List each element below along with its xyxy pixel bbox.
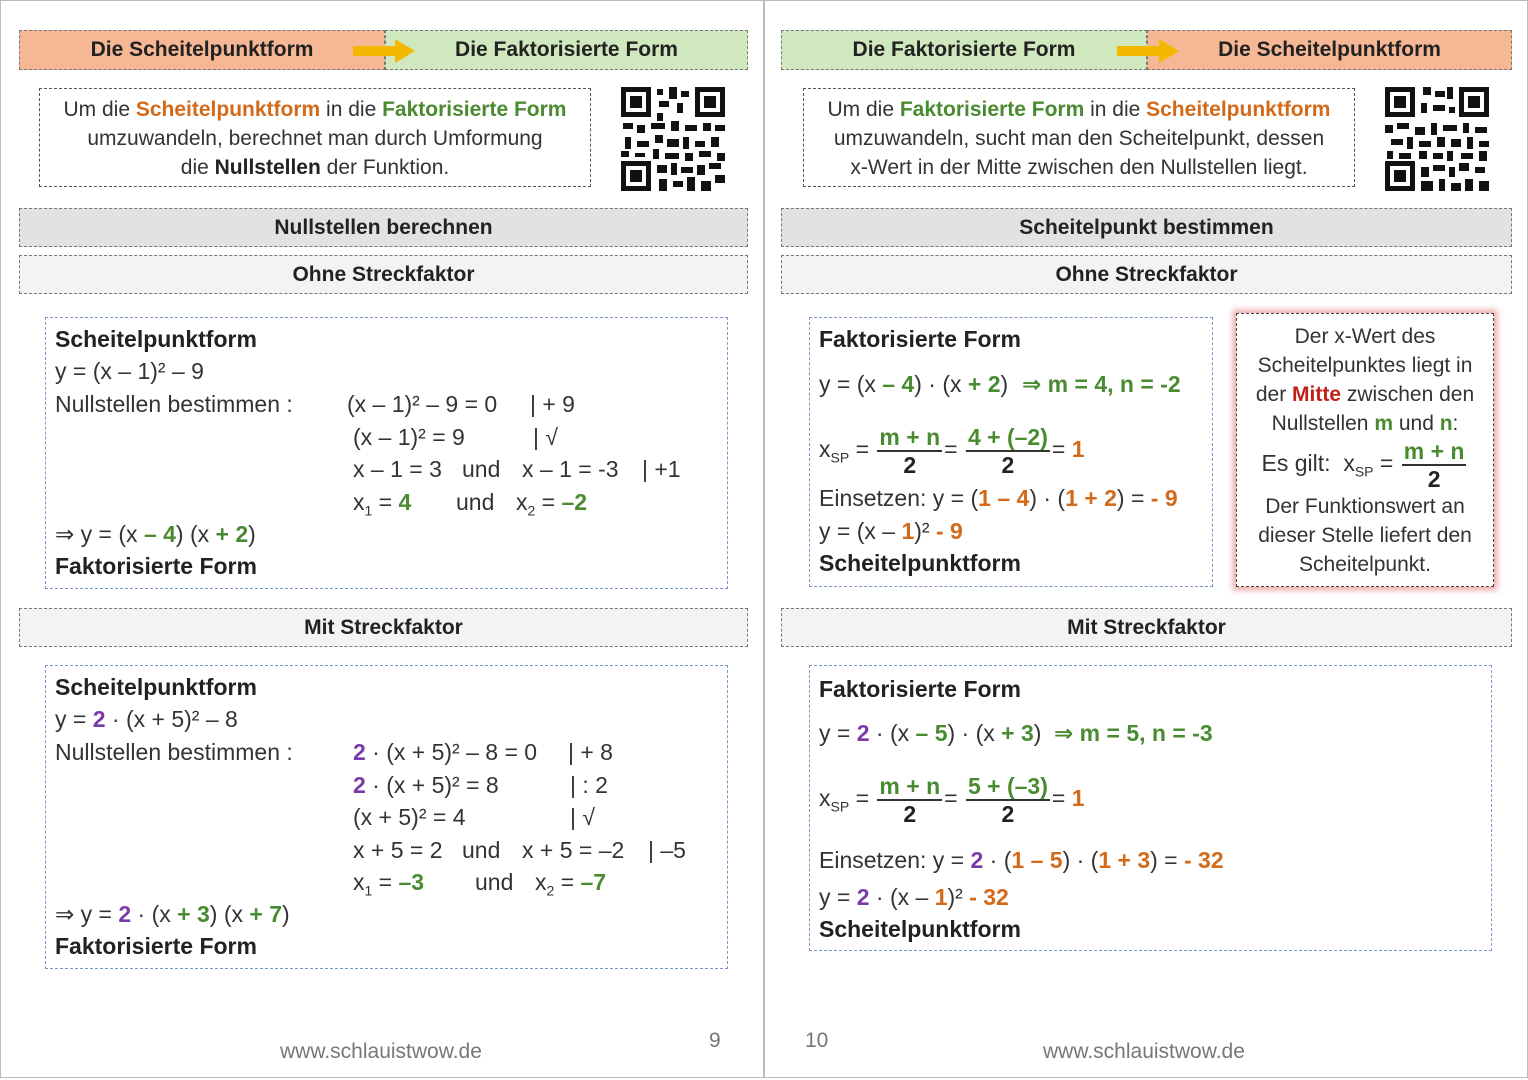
hint-box (1236, 313, 1494, 587)
step-und: und (456, 489, 495, 515)
hint-line: der Mitte zwischen den (1255, 383, 1475, 406)
hint-line: dieser Stelle liefert den (1258, 524, 1472, 547)
intro-text: Um die Faktorisierte Form in die Scheitelpunktform umzuwandeln, sucht man den Scheitelpunkt, dessen x-Wert in der Mitte zwischen den Nullstellen liegt. (803, 88, 1355, 187)
header-right-label: Die Faktorisierte Form (455, 38, 678, 61)
equation: y = 2 · (x + 5)² – 8 (55, 706, 238, 732)
step-op: | + 9 (530, 391, 575, 417)
step-row: 2 · (x + 5)² = 8 (353, 772, 499, 798)
m-n-values: ⇒ m = 5, n = -3 (1054, 720, 1213, 746)
root-x1: $x_1 = -3$ (353, 869, 425, 899)
hint-line: Der x-Wert des (1294, 325, 1436, 348)
step-row: x + 5 = –2 (522, 837, 625, 863)
term-faktorisierte-form: Faktorisierte Form (382, 98, 567, 121)
root-x1: $x_1 = 4$ (353, 489, 412, 519)
header-right-label: Die Scheitelpunktform (1218, 38, 1441, 61)
header-left-label: Die Scheitelpunktform (90, 38, 314, 61)
step-row: (x – 1)² – 9 = 0 (347, 391, 498, 417)
subsection-ohne (781, 255, 1512, 294)
section-title (781, 208, 1512, 247)
hint-line: Scheitelpunktes liegt in (1257, 354, 1473, 377)
step-row: (x + 5)² = 4 (353, 804, 466, 830)
example-box-mit (809, 665, 1492, 951)
result-equation: ⇒ y = 2 · (x + 3) (x + 7) (55, 901, 290, 927)
vertex-form: y = 2 · (x – 1)² - 32 (819, 884, 1009, 910)
root-x2: $x_2 = -2$ (516, 489, 588, 519)
step-row: x – 1 = -3 (522, 456, 619, 482)
subsection-ohne-label: Ohne Streckfaktor (292, 262, 475, 286)
example-box-ohne (809, 317, 1213, 587)
root-x2: $x_2 = -7$ (535, 869, 607, 899)
box-title: Faktorisierte Form (819, 326, 1021, 352)
step-row: (x – 1)² = 9 (353, 424, 465, 450)
vertex-x-formula: $x_{SP}$ = $\frac{m + n}{2}$ = $\frac{5 + (-3)}{2}$ = 1 (819, 773, 1085, 827)
header-left (19, 30, 385, 70)
subsection-ohne (19, 255, 748, 294)
arrow-right-icon (353, 39, 417, 63)
page-10 (764, 0, 1528, 1078)
section-title (19, 208, 748, 247)
step-row: x – 1 = 3 (353, 456, 442, 482)
box-footer: Faktorisierte Form (55, 553, 257, 579)
intro-text: Um die Scheitelpunktform in die Faktorisierte Form umzuwandeln, berechnet man durch Umformung die Nullstellen der Funktion. (39, 88, 591, 187)
step-op: | –5 (648, 837, 686, 863)
step-op: | : 2 (570, 772, 608, 798)
result-equation: ⇒ y = (x – 4) (x + 2) (55, 521, 256, 547)
header-right (385, 30, 748, 70)
example-box-ohne (45, 317, 728, 589)
substitution: Einsetzen: y = (1 – 4) · (1 + 2) = - 9 (819, 485, 1178, 511)
step-op: | √ (533, 424, 558, 450)
subsection-mit-label: Mit Streckfaktor (1067, 615, 1226, 639)
term-scheitelpunktform: Scheitelpunktform (135, 98, 321, 121)
example-box-mit (45, 665, 728, 969)
page-number: 10 (805, 1029, 829, 1052)
step-op: | + 8 (568, 739, 613, 765)
substitution: Einsetzen: y = 2 · (1 – 5) · (1 + 3) = - 32 (819, 847, 1224, 873)
step-op: | +1 (642, 456, 681, 482)
vertex-form: y = (x – 1)² - 9 (819, 518, 963, 544)
hint-line: Scheitelpunkt. (1299, 553, 1431, 576)
website-link[interactable]: www.schlauistwow.de (280, 1040, 482, 1063)
step-label: Nullstellen bestimmen : (55, 391, 293, 417)
page-9 (0, 0, 764, 1078)
hint-line: Der Funktionswert an (1265, 495, 1465, 518)
equation: y = (x – 1)² – 9 (55, 358, 204, 384)
step-row: 2 · (x + 5)² – 8 = 0 (353, 739, 538, 765)
website-link[interactable]: www.schlauistwow.de (1043, 1040, 1245, 1063)
subsection-mit (781, 608, 1512, 647)
box-title: Faktorisierte Form (819, 676, 1021, 702)
header-left-label: Die Faktorisierte Form (852, 38, 1076, 61)
step-und: und (462, 837, 501, 863)
step-row: x + 5 = 2 (353, 837, 443, 863)
step-und: und (475, 869, 514, 895)
section-title-label: Scheitelpunkt bestimmen (1019, 215, 1274, 239)
subsection-ohne-label: Ohne Streckfaktor (1055, 262, 1238, 286)
equation: y = (x – 4) · (x + 2) (819, 371, 1009, 397)
qr-code-icon[interactable] (621, 87, 725, 191)
m-n-values: ⇒ m = 4, n = -2 (1022, 371, 1181, 397)
arrow-right-icon (1117, 39, 1181, 63)
qr-code-icon[interactable] (1385, 87, 1489, 191)
vertex-x-formula: $x_{SP}$ = $\frac{m + n}{2}$ = $\frac{4 + (-2)}{2}$ = 1 (819, 424, 1085, 478)
term-scheitelpunktform: Scheitelpunktform (1146, 98, 1331, 121)
hint-line: Nullstellen m und n: (1271, 412, 1459, 435)
box-title: Scheitelpunktform (55, 326, 257, 352)
step-und: und (462, 456, 501, 482)
step-label: Nullstellen bestimmen : (55, 739, 293, 765)
header-left (781, 30, 1147, 70)
page-number: 9 (709, 1029, 721, 1052)
subsection-mit-label: Mit Streckfaktor (304, 615, 463, 639)
box-title: Scheitelpunktform (55, 674, 257, 700)
step-op: | √ (570, 804, 595, 830)
term-faktorisierte-form: Faktorisierte Form (899, 98, 1085, 121)
box-footer: Scheitelpunktform (819, 916, 1021, 942)
subsection-mit (19, 608, 748, 647)
header-right (1147, 30, 1512, 70)
equation: y = 2 · (x – 5) · (x + 3) (819, 720, 1042, 746)
box-footer: Faktorisierte Form (55, 933, 257, 959)
hint-formula: Es gilt: $x_{SP}$ = $\frac{m + n}{2}$ (1261, 438, 1465, 492)
section-title-label: Nullstellen berechnen (274, 215, 493, 239)
box-footer: Scheitelpunktform (819, 550, 1021, 576)
